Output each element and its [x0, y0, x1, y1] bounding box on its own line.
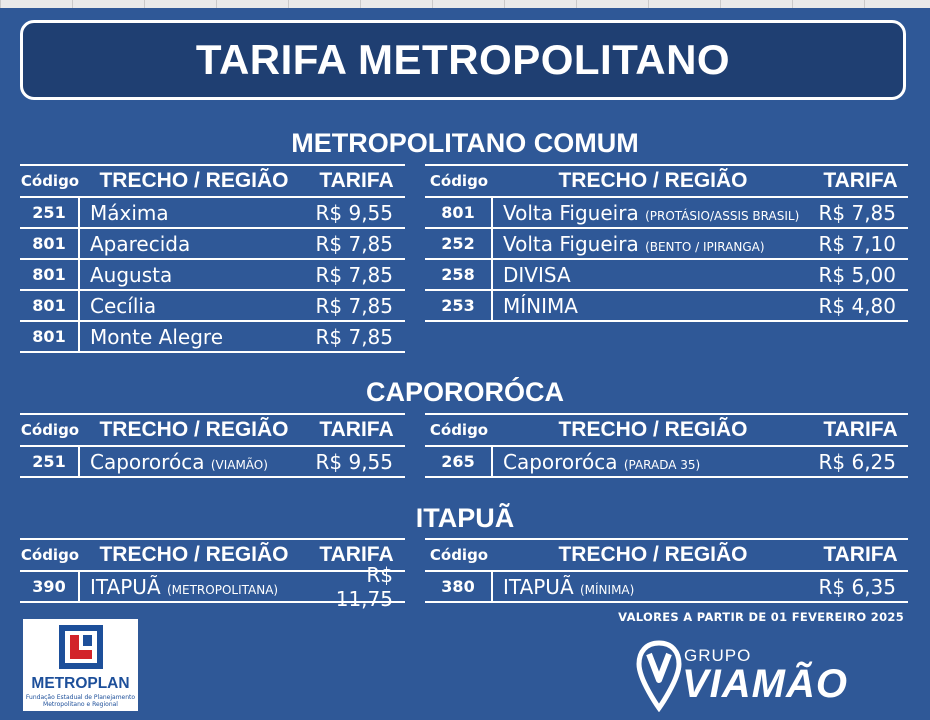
fare-table-caporoca-right	[425, 413, 908, 478]
region-name: ITAPUÃ	[90, 574, 161, 599]
section-title-itapua: ITAPUÃ	[415, 503, 515, 533]
route-fare: R$ 7,85	[315, 293, 393, 318]
metroplan-subtitle: Fundação Estadual de Planejamento Metropolitano e Regional	[25, 694, 136, 708]
route-code: 801	[20, 229, 80, 258]
spreadsheet-grid-strip	[0, 0, 930, 8]
route-code: 265	[425, 447, 493, 476]
metroplan-emblem-icon	[23, 619, 138, 675]
title-banner	[20, 20, 906, 100]
region-note: (MÍNIMA)	[579, 582, 635, 597]
header-code: Código	[429, 546, 489, 564]
section-title-comum: METROPOLITANO COMUM	[291, 128, 639, 158]
viamao-name: VIAMÃO	[682, 662, 848, 706]
fare-table-caporoca-left	[20, 413, 405, 478]
region-note: (METROPOLITANA)	[166, 582, 279, 597]
fare-table-itapua-right	[425, 538, 908, 603]
metroplan-name: METROPLAN	[31, 675, 130, 692]
region-note: (PROTÁSIO/ASSIS BRASIL)	[645, 208, 800, 223]
table-header	[425, 415, 908, 447]
table-header	[20, 166, 405, 198]
route-fare: R$ 11,75	[335, 562, 393, 611]
region-name: Volta Figueira	[503, 200, 639, 225]
table-row	[425, 447, 908, 478]
route-code: 390	[20, 572, 80, 601]
route-code: 801	[425, 198, 493, 227]
route-region	[493, 575, 813, 599]
region-name: DIVISA	[503, 262, 571, 287]
header-code: Código	[20, 172, 80, 190]
route-region	[493, 294, 813, 318]
header-fare: TARIFA	[319, 418, 394, 441]
fare-table-comum-left	[20, 164, 405, 353]
region-name: Máxima	[90, 200, 169, 225]
header-region: TRECHO / REGIÃO	[99, 169, 289, 192]
route-region	[80, 294, 308, 318]
route-fare: R$ 7,85	[818, 200, 896, 225]
header-region: TRECHO / REGIÃO	[558, 543, 748, 566]
route-region	[80, 232, 308, 256]
route-code: 253	[425, 291, 493, 320]
region-name: Cecília	[90, 293, 157, 318]
table-row	[20, 291, 405, 322]
route-region	[80, 263, 308, 287]
route-fare: R$ 5,00	[818, 262, 896, 287]
table-row	[425, 291, 908, 322]
header-fare: TARIFA	[823, 543, 898, 566]
route-region	[493, 232, 813, 256]
section-title-caporoca: CAPORORÓCA	[365, 377, 564, 407]
metroplan-logo	[23, 619, 138, 711]
route-fare: R$ 7,85	[315, 324, 393, 349]
page-title: TARIFA METROPOLITANO	[195, 36, 731, 83]
route-fare: R$ 9,55	[315, 449, 393, 474]
route-region	[493, 263, 813, 287]
header-region: TRECHO / REGIÃO	[99, 543, 289, 566]
table-row	[20, 198, 405, 229]
header-region: TRECHO / REGIÃO	[99, 418, 289, 441]
region-name: Volta Figueira	[503, 231, 639, 256]
route-code: 380	[425, 572, 493, 601]
route-region	[80, 450, 308, 474]
table-row	[425, 572, 908, 603]
location-pin-icon	[636, 640, 682, 712]
fare-table-itapua-left	[20, 538, 405, 611]
region-name: ITAPUÃ	[503, 574, 574, 599]
header-fare: TARIFA	[823, 418, 898, 441]
route-code: 258	[425, 260, 493, 289]
table-row	[425, 198, 908, 229]
header-code: Código	[20, 546, 80, 564]
region-name: Capororóca	[503, 449, 618, 474]
route-fare: R$ 7,85	[315, 231, 393, 256]
header-fare: TARIFA	[319, 543, 394, 566]
region-note: (VIAMÃO)	[210, 457, 268, 472]
validity-footnote: VALORES A PARTIR DE 01 FEVEREIRO 2025	[618, 610, 904, 624]
table-row	[425, 229, 908, 260]
region-name: Augusta	[90, 262, 173, 287]
route-region	[80, 201, 308, 225]
header-region: TRECHO / REGIÃO	[558, 169, 748, 192]
route-code: 252	[425, 229, 493, 258]
route-code: 251	[20, 198, 80, 227]
route-code: 251	[20, 447, 80, 476]
route-region	[493, 201, 813, 225]
header-fare: TARIFA	[823, 169, 898, 192]
region-name: Capororóca	[90, 449, 205, 474]
header-region: TRECHO / REGIÃO	[558, 418, 748, 441]
region-note: (PARADA 35)	[623, 457, 701, 472]
viamao-grupo-label: GRUPO	[684, 646, 752, 665]
header-code: Código	[429, 172, 489, 190]
region-name: Aparecida	[90, 231, 191, 256]
region-name: Monte Alegre	[90, 324, 223, 349]
route-fare: R$ 9,55	[315, 200, 393, 225]
header-code: Código	[20, 421, 80, 439]
route-region	[80, 325, 308, 349]
route-fare: R$ 4,80	[818, 293, 896, 318]
region-note: (BENTO / IPIRANGA)	[645, 239, 765, 254]
fare-table-comum-right	[425, 164, 908, 322]
route-fare: R$ 6,25	[818, 449, 896, 474]
region-name: MÍNIMA	[503, 293, 578, 318]
route-code: 801	[20, 291, 80, 320]
header-fare: TARIFA	[319, 169, 394, 192]
grupo-viamao-logo	[636, 640, 898, 712]
route-region	[493, 450, 813, 474]
table-header	[425, 540, 908, 572]
route-fare: R$ 7,10	[818, 231, 896, 256]
table-row	[20, 260, 405, 291]
table-row	[20, 322, 405, 353]
table-row	[425, 260, 908, 291]
table-row	[20, 562, 405, 611]
table-row	[20, 447, 405, 478]
route-region	[80, 575, 308, 599]
header-code: Código	[429, 421, 489, 439]
route-fare: R$ 6,35	[818, 574, 896, 599]
route-code: 801	[20, 322, 80, 351]
table-header	[20, 415, 405, 447]
route-code: 801	[20, 260, 80, 289]
table-header	[425, 166, 908, 198]
route-fare: R$ 7,85	[315, 262, 393, 287]
table-row	[20, 229, 405, 260]
